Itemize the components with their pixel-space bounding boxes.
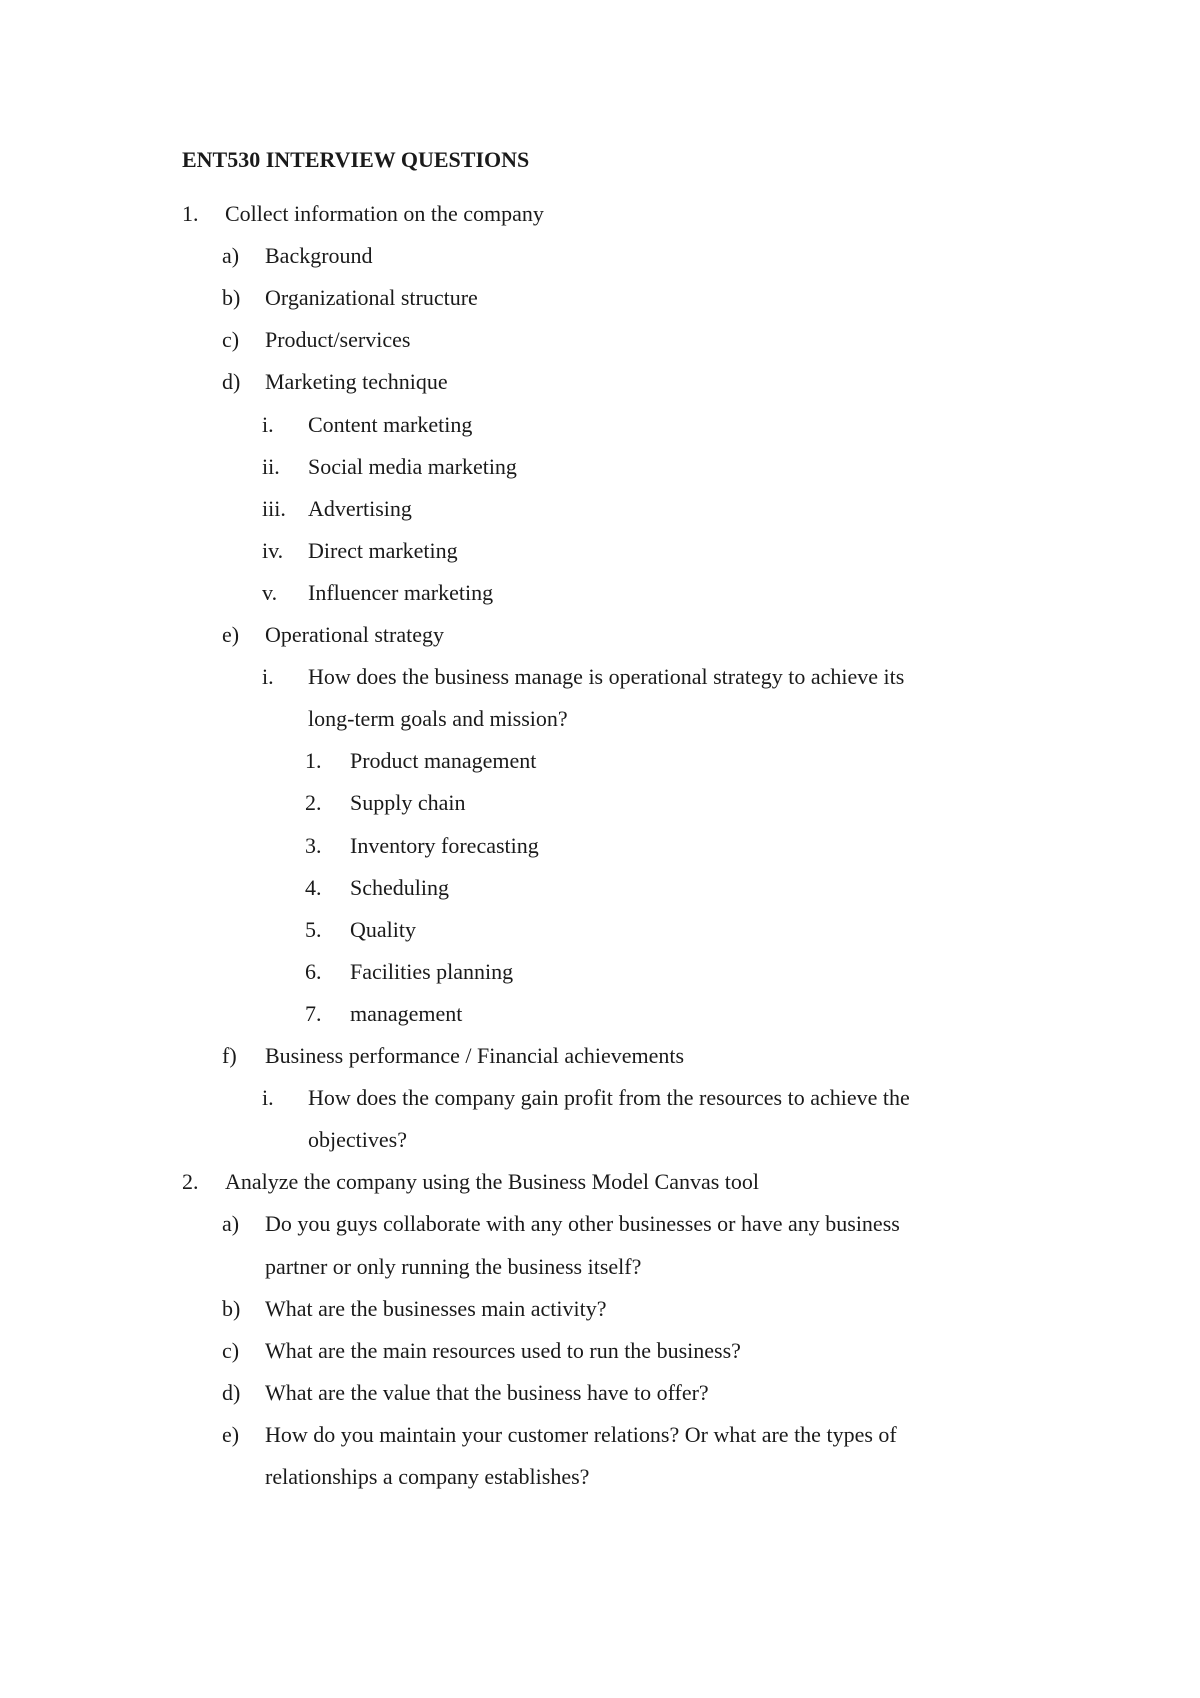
list-item-text: Analyze the company using the Business Model Canvas tool [225,1169,760,1195]
list-marker: 1. [305,748,322,774]
list-item-text: Operational strategy [265,622,444,647]
list-marker: v. [262,579,278,605]
list-marker: 1. [182,201,199,226]
list-item-text: What are the businesses main activity? [265,1295,607,1321]
list-item-text: Quality [350,916,416,942]
list-item-text: Influencer marketing [308,579,494,605]
list-item-text: Supply chain [350,790,466,816]
list-item-text: long-term goals and mission? [308,706,568,732]
list-item-text: Marketing technique [265,369,448,395]
list-item-text: Direct marketing [308,537,458,563]
list-marker: ii. [262,453,280,479]
list-item-text: partner or only running the business itself? [265,1253,642,1279]
list-marker: d) [222,369,241,395]
document-title: ENT530 INTERVIEW QUESTIONS [182,147,530,172]
list-marker: 3. [305,832,322,858]
list-marker: iv. [262,537,284,563]
list-item-text: Organizational structure [265,285,478,311]
list-item-text: Product/services [265,327,411,353]
list-item-text: Advertising [308,495,412,521]
list-marker: a) [222,243,240,269]
list-item-text: What are the value that the business have to offer? [265,1379,709,1405]
list-marker: b) [222,1295,241,1321]
list-item-text: Inventory forecasting [350,832,539,858]
list-item-text: Scheduling [350,874,449,900]
list-marker: 5. [305,916,322,942]
list-item-text: How do you maintain your customer relations? Or what are the types of [265,1421,897,1447]
list-marker: 7. [305,1000,322,1026]
list-item-text: Product management [350,748,537,774]
list-marker: c) [222,1337,240,1363]
list-marker: e) [222,622,240,647]
list-marker: c) [222,327,240,353]
list-item-text: Content marketing [308,411,473,437]
list-item-text: Collect information on the company [225,201,544,226]
list-marker: 6. [305,958,322,984]
list-item-text: management [350,1000,463,1026]
list-marker: a) [222,1211,240,1237]
list-marker: i. [262,411,274,437]
list-marker: i. [262,1085,274,1111]
list-marker: e) [222,1421,240,1447]
list-marker: iii. [262,495,286,521]
list-item-text: relationships a company establishes? [265,1464,590,1489]
list-marker: b) [222,285,241,311]
list-item-text: How does the business manage is operational strategy to achieve its [308,664,905,690]
list-item-text: How does the company gain profit from the resources to achieve the [308,1085,910,1111]
list-marker: 2. [182,1169,199,1195]
list-item-text: Background [265,243,373,269]
list-marker: d) [222,1379,241,1405]
list-item-text: Business performance / Financial achievements [265,1043,685,1068]
list-item-text: objectives? [308,1127,407,1153]
list-marker: f) [222,1043,237,1068]
list-marker: 4. [305,874,322,900]
list-marker: 2. [305,790,322,816]
list-item-text: What are the main resources used to run the business? [265,1337,741,1363]
list-marker: i. [262,664,274,690]
list-item-text: Facilities planning [350,958,514,984]
list-item-text: Do you guys collaborate with any other businesses or have any business [265,1211,900,1237]
list-item-text: Social media marketing [308,453,517,479]
